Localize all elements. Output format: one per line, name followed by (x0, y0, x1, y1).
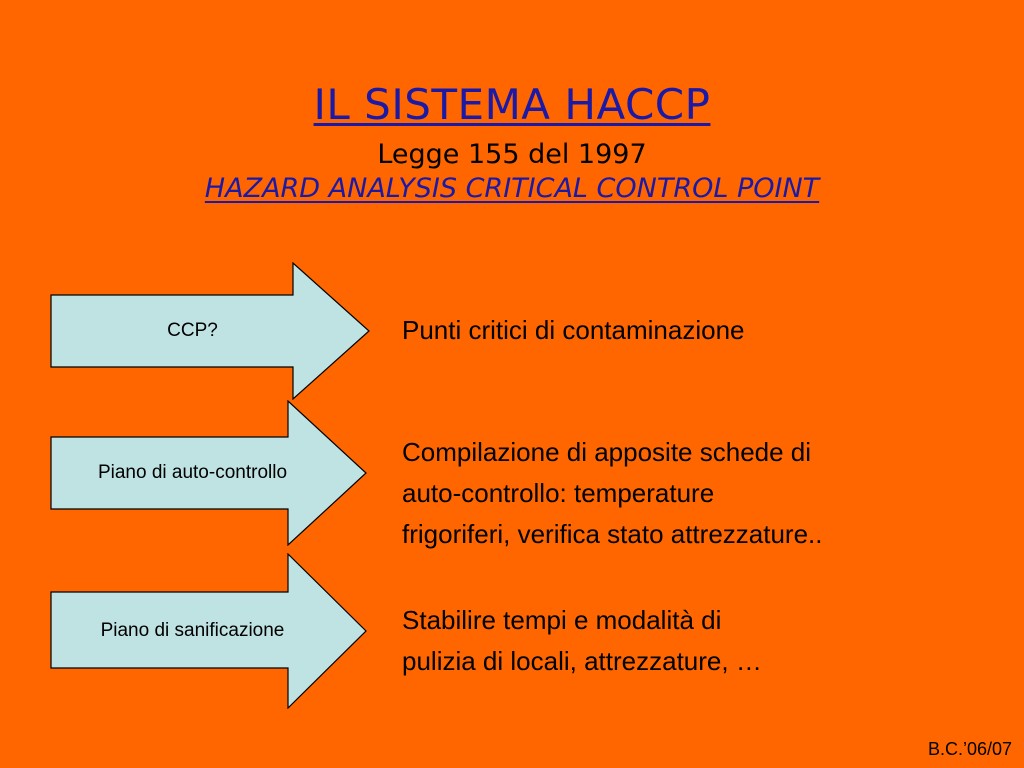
description (402, 310, 1002, 351)
title-block (0, 78, 1024, 206)
description-line: Punti critici di contaminazione (402, 315, 745, 345)
description-line: pulizia di locali, attrezzature, … (402, 646, 762, 676)
arrow-shape (50, 400, 372, 546)
description (402, 432, 1002, 555)
arrow-shape (50, 553, 372, 709)
description-line: auto-controllo: temperature (402, 478, 715, 508)
arrow-label: Piano di auto-controllo (97, 462, 288, 483)
slide-acronym-expansion: HAZARD ANALYSIS CRITICAL CONTROL POINT (204, 173, 820, 204)
footer-credit: B.C.’06/07 (927, 739, 1012, 759)
description-line: Stabilire tempi e modalità di (402, 605, 722, 635)
description-line: Compilazione di apposite schede di (402, 437, 812, 467)
slide-subtitle: Legge 155 del 1997 (377, 139, 647, 170)
arrow-label: Piano di sanificazione (100, 620, 285, 641)
slide-title: IL SISTEMA HACCP (313, 80, 711, 129)
arrow-label: CCP? (167, 320, 218, 341)
description (402, 600, 1002, 682)
arrow-shape (50, 262, 372, 400)
description-line: frigoriferi, verifica stato attrezzature.. (402, 519, 823, 549)
